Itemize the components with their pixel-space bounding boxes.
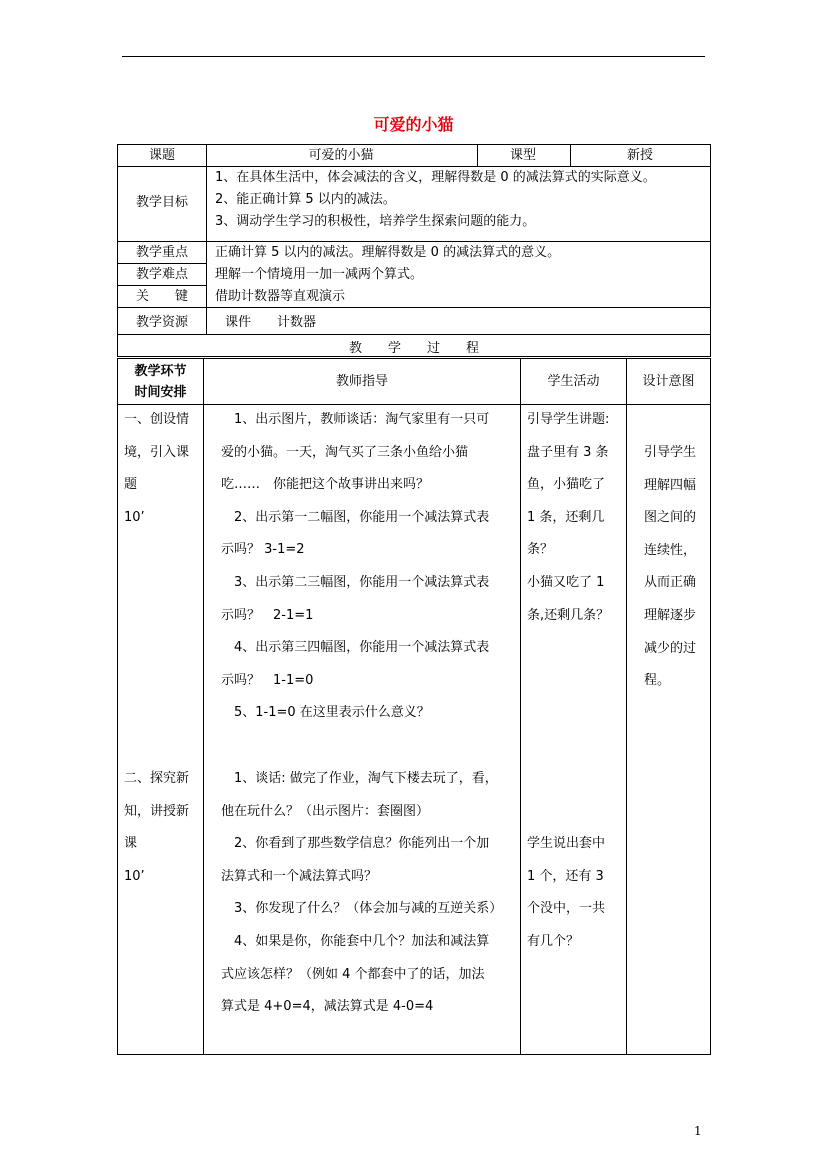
stage-line: 题: [124, 477, 138, 493]
section1-design: [644, 437, 696, 698]
goal-item: 2、能正确计算 5 以内的减法。: [215, 192, 396, 207]
teacher-line: 示吗？ 1-1=0: [221, 672, 314, 688]
stage-line: 10’: [124, 868, 145, 884]
stage-column-header: 教学环节: [134, 364, 187, 379]
type-label: 课型: [509, 148, 536, 163]
teacher-line: 式应该怎样？（例如 4 个都套中了的话，加法: [221, 966, 485, 982]
section2-stage: [124, 763, 189, 893]
design-line: 程。: [644, 673, 671, 689]
teacher-line: 算式是 4+0=4，减法算式是 4-0=4: [221, 999, 434, 1015]
topic-label: 课题: [148, 148, 175, 163]
student-line: 小猫又吃了 1: [527, 574, 605, 590]
key-value: 借助计数器等直观演示: [215, 289, 346, 304]
teacher-line: 他在玩什么？（出示图片：套圈图）: [221, 803, 430, 819]
student-line: 盘子里有 3 条: [527, 444, 609, 460]
page-number: 1: [694, 1124, 702, 1138]
section1-teacher: [221, 404, 489, 730]
teacher-line: 法算式和一个减法算式吗？: [221, 868, 378, 884]
section1-stage: [124, 404, 189, 534]
teacher-line: 4、出示第三四幅图，你能用一个减法算式表: [221, 640, 490, 656]
teacher-line: 3、你发现了什么？（体会加与减的互逆关系）: [221, 901, 503, 917]
key-label: 关 键: [135, 289, 188, 304]
focus-value: 正确计算 5 以内的减法。理解得数是 0 的减法算式的意义。: [215, 245, 561, 260]
teacher-column-header: 教师指导: [335, 374, 388, 389]
teacher-line: 吃…… 你能把这个故事讲出来吗？: [221, 477, 430, 493]
type-value: 新授: [626, 148, 653, 163]
goals-label: 教学目标: [135, 195, 188, 210]
resources-label: 教学资源: [135, 315, 188, 330]
process-heading: 教 学 过 程: [348, 341, 479, 356]
stage-line: 10’: [124, 509, 145, 525]
teacher-line: 5、1-1=0 在这里表示什么意义？: [221, 705, 430, 721]
goals-list: [215, 167, 656, 233]
teacher-line: 示吗？ 3-1=2: [221, 542, 305, 558]
teacher-line: 2、出示第一二幅图，你能用一个减法算式表: [221, 509, 490, 525]
stage-line: 一、创设情: [124, 412, 190, 427]
stage-line: 知，讲授新: [124, 803, 190, 819]
design-column-header: 设计意图: [642, 374, 695, 389]
difficulty-label: 教学难点: [135, 267, 188, 282]
student-column-header: 学生活动: [547, 374, 600, 389]
student-line: 学生说出套中: [527, 836, 606, 851]
teacher-line: 4、如果是你，你能套中几个？加法和减法算: [221, 933, 490, 949]
teacher-line: 1、出示图片，教师谈话：淘气家里有一只可: [221, 412, 490, 427]
teacher-line: 2、你看到了那些数学信息？你能列出一个加: [221, 836, 490, 852]
teacher-line: 3、出示第二三幅图，你能用一个减法算式表: [221, 574, 490, 590]
teacher-line: 示吗？ 2-1=1: [221, 607, 314, 623]
design-line: 理解四幅: [644, 477, 697, 493]
design-line: 引导学生: [644, 445, 697, 460]
student-line: 鱼，小猫吃了: [527, 477, 606, 493]
stage-line: 二、探究新: [124, 771, 190, 786]
section2-student: [527, 828, 605, 958]
stage-line: 境，引入课: [124, 444, 190, 460]
teacher-line: 1、谈话: 做完了作业，淘气下楼去玩了，看，: [221, 771, 498, 786]
design-line: 从而正确: [644, 575, 697, 591]
student-line: 个没中，一共: [527, 901, 606, 917]
header-rule: [122, 56, 705, 57]
student-line: 1 条，还剩几: [527, 509, 605, 525]
time-column-header: 时间安排: [134, 385, 187, 400]
design-line: 减少的过: [644, 640, 697, 656]
student-line: 条,还剩几条？: [527, 607, 610, 623]
design-line: 理解逐步: [644, 607, 697, 623]
student-line: 1 个，还有 3: [527, 868, 604, 884]
student-line: 引导学生讲题:: [527, 412, 610, 427]
topic-value: 可爱的小猫: [308, 148, 374, 163]
stage-line: 课: [124, 836, 138, 852]
difficulty-value: 理解一个情境用一加一减两个算式。: [215, 267, 424, 282]
section2-teacher: [221, 763, 502, 1024]
teacher-line: 爱的小猫。一天，淘气买了三条小鱼给小猫: [221, 444, 469, 460]
section1-student: [527, 404, 609, 632]
focus-label: 教学重点: [135, 245, 188, 260]
goal-item: 1、在具体生活中，体会减法的含义，理解得数是 0 的减法算式的实际意义。: [215, 170, 656, 185]
design-line: 连续性，: [644, 542, 697, 558]
resources-value: 课件 计数器: [225, 315, 317, 330]
student-line: 有几个？: [527, 933, 580, 949]
document-title: 可爱的小猫: [373, 115, 454, 134]
student-line: 条？: [527, 542, 554, 558]
design-line: 图之间的: [644, 510, 697, 526]
goal-item: 3、调动学生学习的积极性，培养学生探索问题的能力。: [215, 214, 536, 229]
